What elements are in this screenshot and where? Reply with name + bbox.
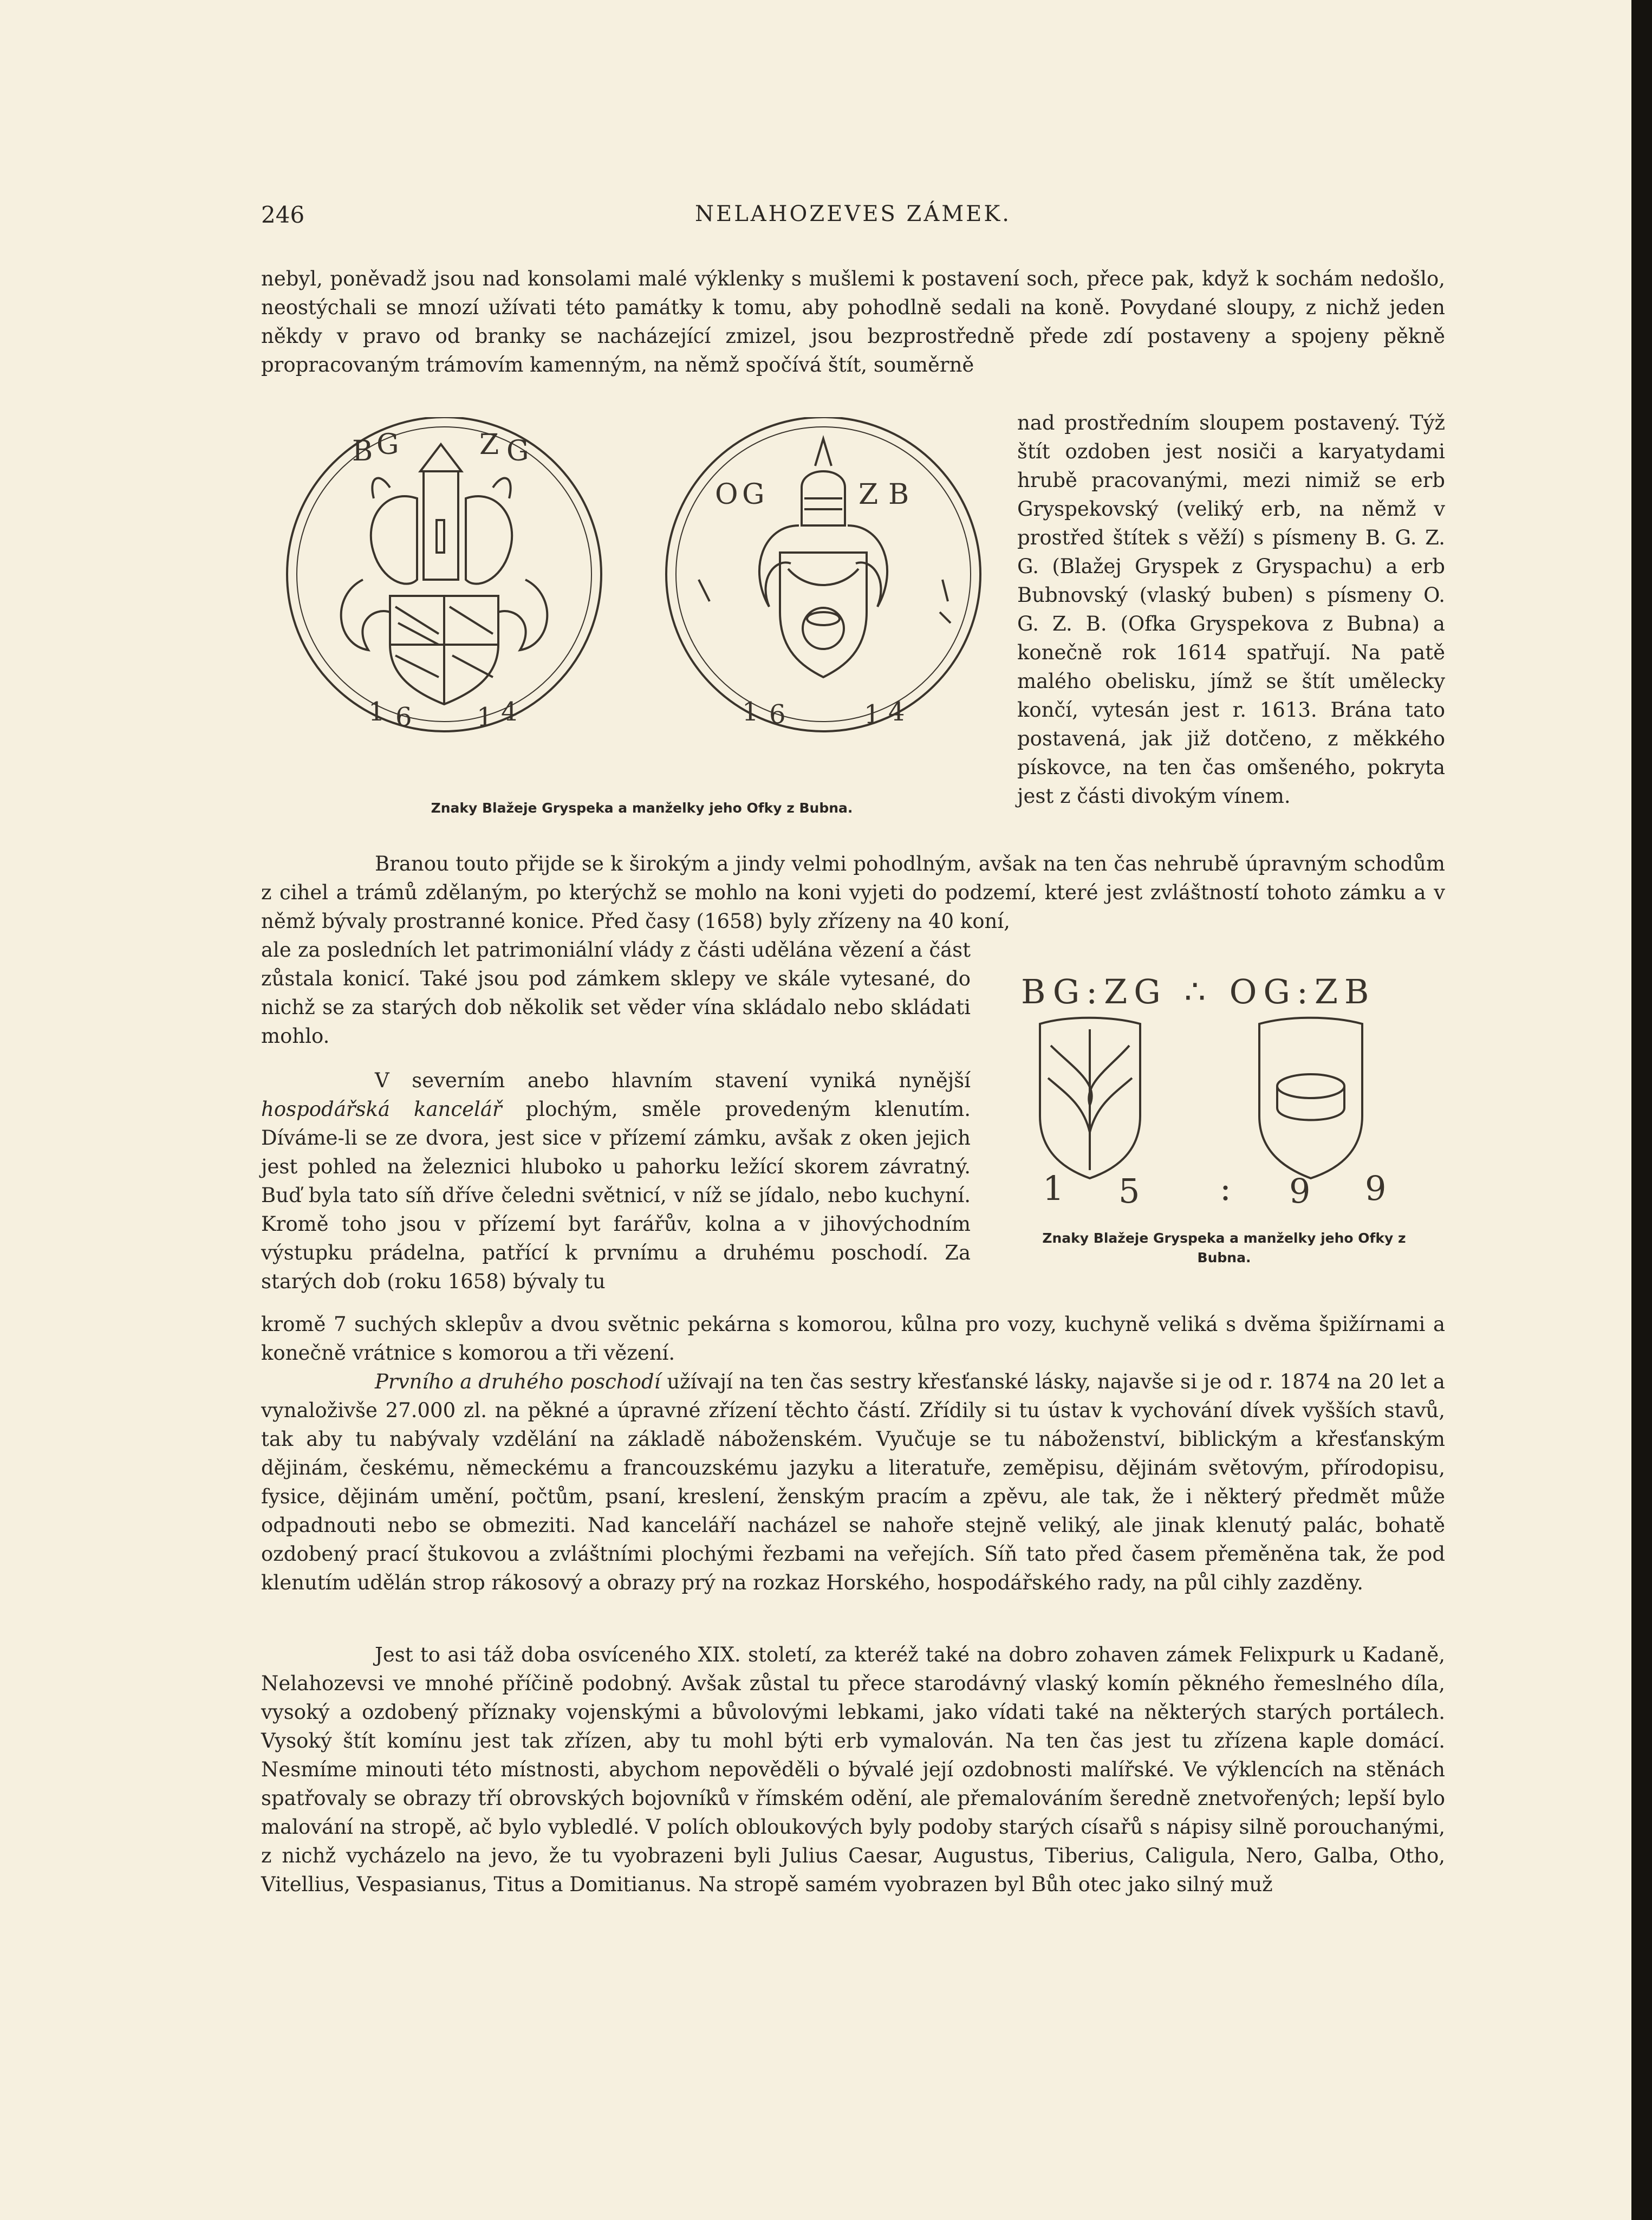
right-medallion-letter-o: O bbox=[715, 478, 738, 511]
left-column-paragraph-1: ale za posledních let patrimoniální vlády z části udělána vězení a část zůstala konicí. Také jsou pod zámkem sklepy ve skále vytesané, do nichž se za starých dob několik set věder vína skládalo nebo skládati mohlo. bbox=[261, 938, 971, 1048]
prvniho-rest: užívají na ten čas sestry křesťanské lásky, najavše si je od r. 1874 na 20 let a vynaloživše 27.000 zl. na pěkné a úpravné zřízení těchto částí. Zřídily si tu ústav k vychování dívek vyšších stavů, tak aby tu nabývaly vzdělání na základě náboženském. Vyučuje se tu náboženství, biblickým a křesťanským dějinám, českému, německému a francouzskému jazyku a literatuře, zeměpisu, dějinám světovým, přírodopisu, fysice, dějinám umění, počtům, psaní, kreslení, ženským pracím a zpěvu, ale tak, že i některý předmět může odpadnouti nebo se obmeziti. Nad kanceláří nacházel se nahoře stejně veliký, ale jinak klenutý palác, bohatě ozdobený prací štukovou a zvláštními plochými řezbami na veřejích. Síň tato před časem přeměněna tak, že pod klenutím udělán strop rákosový a obrazy prý na rozkaz Horského, hospodářského rady, na půl cihly zazděny. bbox=[261, 1370, 1445, 1594]
page-number: 246 bbox=[261, 202, 305, 228]
shield-digit-5: 5 bbox=[1118, 1171, 1140, 1211]
shields-heading: BG:ZG ∴ OG:ZB bbox=[1021, 972, 1376, 1011]
page-title: NELAHOZEVES ZÁMEK. bbox=[695, 202, 1011, 226]
left-medallion-letter-g2: G bbox=[506, 435, 529, 468]
left-medallion-digit-4: 4 bbox=[501, 697, 518, 727]
right-medallion-digit-1b: 1 bbox=[864, 699, 881, 730]
left-column-paragraph-2 bbox=[261, 1066, 971, 1296]
p2-rest: plochým, směle provedeným klenutím. Díváme-li se ze dvora, jest sice v přízemí zámku, avšak z oken jejich jest pohled na železnici hluboko u pahorku ležící skorem závratný. Buď byla tato síň dříve čeledni světnicí, v níž se jídalo, nebo kuchyní. Kromě toho jsou v přízemí byt farářův, kolna a v jihovýchodním výstupku prádelna, patřící k prvnímu a druhému poschodí. Za starých dob (roku 1658) bývaly tu bbox=[261, 1098, 971, 1293]
left-medallion-letter-b: B bbox=[352, 435, 373, 468]
left-medallion-digit-1b: 1 bbox=[477, 702, 493, 732]
running-head bbox=[261, 202, 1445, 234]
right-medallion-letter-g: G bbox=[742, 478, 765, 511]
shield-digit-9b: 9 bbox=[1365, 1169, 1387, 1208]
left-medallion-digit-1: 1 bbox=[368, 697, 385, 727]
p2-italic: hospodářská kancelář bbox=[261, 1098, 502, 1121]
right-medallion-digit-4: 4 bbox=[888, 697, 905, 727]
left-medallion-letter-z: Z bbox=[479, 429, 499, 461]
left-medallion-letter-g: G bbox=[376, 429, 399, 461]
prvniho-italic: Prvního a druhého poschodí bbox=[375, 1370, 661, 1393]
page-edge bbox=[1631, 0, 1652, 2220]
right-medallion-letter-b: B bbox=[888, 478, 909, 511]
coat-of-arms-medallions bbox=[282, 417, 991, 742]
figure2-caption: Znaky Blažeje Gryspeka a manželky jeho Ofky z Bubna. bbox=[1042, 1230, 1406, 1265]
paragraph-krome: kromě 7 suchých sklepův a dvou světnic pekárna s komorou, kůlna pro vozy, kuchyně veliká s dvěma špižírnami a konečně vrátnice s komorou a tři vězení. bbox=[261, 1313, 1445, 1365]
paragraph-branou: Branou touto přijde se k širokým a jindy velmi pohodlným, avšak na ten čas nehrubě úpravným schodům z cihel a trámů zdělaným, po kterýchž se mohlo na koni vyjeti do podzemí, které jest zvláštností tohoto zámku a v němž bývaly prostranné konice. Před časy (1658) byly zřízeny na 40 koní, bbox=[261, 852, 1445, 933]
left-medallion-digit-6: 6 bbox=[395, 702, 412, 732]
shield-colon: : bbox=[1220, 1169, 1231, 1208]
paragraph-prvniho bbox=[261, 1367, 1445, 1597]
figure1-caption: Znaky Blažeje Gryspeka a manželky jeho Ofky z Bubna. bbox=[431, 800, 853, 816]
paragraph-jest: Jest to asi táž doba osvíceného XIX. století, za kteréž také na dobro zohaven zámek Felixpurk u Kadaně, Nelahozevsi ve mnohé příčině podobný. Avšak zůstal tu přece starodávný vlaský komín pěkného řemeslného díla, vysoký a ozdobený příznaky vojenskými a bůvolovými lebkami, jako vídati také na některých starých portálech. Vysoký štít komínu jest tak zřízen, aby tu mohl býti erb vymalován. Na ten čas jest tu zřízena kaple domácí. Nesmíme minouti této místnosti, abychom nepověděli o bývalé její ozdobnosti malířské. Ve výklencích na stěnách spatřovaly se obrazy tří obrovských bojovníků v římském odění, ale přemalováním šeredně znetvořených; lepší bylo malování na stropě, ač bylo vybledlé. V polích obloukových byly podoby starých císařů s nápisy silně porouchanými, z nichž vycházelo na jevo, že tu vyobrazeni byli Julius Caesar, Augustus, Tiberius, Caligula, Nero, Galba, Otho, Vitellius, Vespasianus, Titus a Domitianus. Na stropě samém vyobrazen byl Bůh otec jako silný muž bbox=[261, 1643, 1445, 1896]
left-medallion bbox=[287, 417, 601, 731]
shield-digit-9: 9 bbox=[1289, 1171, 1311, 1211]
right-medallion-digit-1: 1 bbox=[742, 697, 759, 727]
shield-digit-1: 1 bbox=[1043, 1169, 1064, 1208]
p2-start: V severním anebo hlavním stavení vyniká nynější bbox=[375, 1069, 971, 1092]
top-paragraph: nebyl, poněvadž jsou nad konsolami malé výklenky s mušlemi k postavení soch, přece pak, když k sochám nedošlo, neostýchali se mnozí užívati této památky k tomu, aby pohodlně sedali na koně. Povydané sloupy, z nichž jeden někdy v pravo od branky se nacházející zmizel, jsou bezprostředně přede zdí postaveny a spojeny pěkně propracovaným trámovím kamenným, na němž spočívá štít, souměrně bbox=[261, 267, 1445, 377]
right-medallion bbox=[666, 417, 980, 731]
right-column-paragraph: nad prostředním sloupem postavený. Týž štít ozdoben jest nosiči a karyatydami hrubě pracovanými, mezi nimiž se erb Gryspekovský (veliký erb, na němž v prostřed štítek s věží) s písmeny B. G. Z. G. (Blažej Gryspek z Gryspachu) a erb Bubnovský (vlaský buben) s písmeny O. G. Z. B. (Ofka Gryspekova z Bubna) a konečně rok 1614 spatřují. Na patě malého obelisku, jímž se štít umělecky končí, vytesán jest r. 1613. Brána tato postavená, jak již dotčeno, z měkkého pískovce, na ten čas omšeného, pokryta jest z části divokým vínem. bbox=[1017, 411, 1445, 808]
right-medallion-digit-6: 6 bbox=[769, 699, 786, 730]
shields-figure bbox=[1018, 970, 1446, 1213]
right-medallion-letter-z: Z bbox=[858, 478, 879, 511]
